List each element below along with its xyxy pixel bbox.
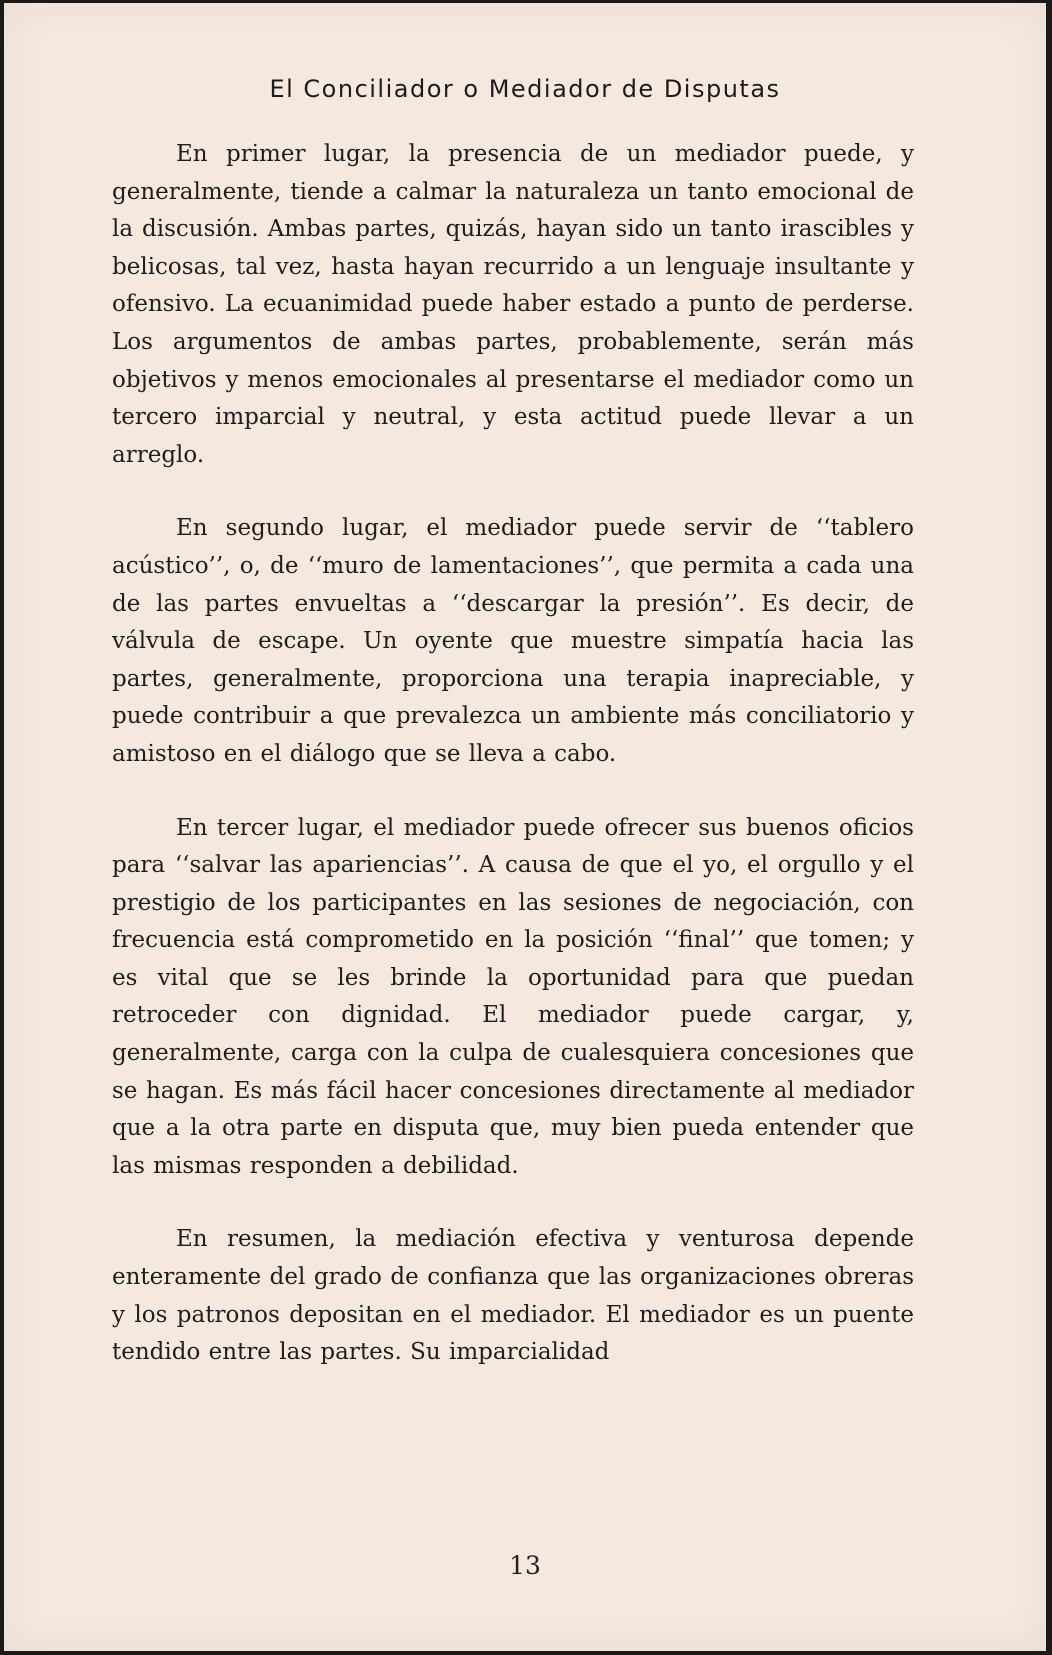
paragraph-3: En tercer lugar, el mediador puede ofrecer sus buenos oficios para ‘‘salvar las apariencias’’. A causa de que el yo, el orgullo y el prestigio de los participantes en las sesiones de negociación, con frecuencia está comprometido en la posición ‘‘final’’ que tomen; y es vital que se les brinde la oportunidad para que puedan retroceder con dignidad. El mediador puede cargar, y, generalmente, carga con la culpa de cualesquiera concesiones que se hagan. Es más fácil hacer concesiones directamente al mediador que a la otra parte en disputa que, muy bien pueda entender que las mismas responden a debilidad.: [112, 814, 914, 1179]
paragraph-4: En resumen, la mediación efectiva y venturosa depende enteramente del grado de confianza que las organizaciones obreras y los patronos depositan en el mediador. El mediador es un puente tendido entre las partes. Su imparcialidad: [112, 1226, 914, 1366]
body-text: [112, 136, 914, 1408]
page-number: 13: [509, 1551, 541, 1580]
paragraph-2: En segundo lugar, el mediador puede servir de ‘‘tablero acústico’’, o, de ‘‘muro de lamentaciones’’, que permita a cada una de las partes envueltas a ‘‘descargar la presión’’. Es decir, de válvula de escape. Un oyente que muestre simpatía hacia las partes, generalmente, proporciona una terapia inapreciable, y puede contribuir a que prevalezca un ambiente más conciliatorio y amistoso en el diálogo que se lleva a cabo.: [112, 515, 914, 767]
book-page: [4, 3, 1046, 1651]
paragraph-1: En primer lugar, la presencia de un mediador puede, y generalmente, tiende a calmar la naturaleza un tanto emocional de la discusión. Ambas partes, quizás, hayan sido un tanto irascibles y belicosas, tal vez, hasta hayan recurrido a un lenguaje insultante y ofensivo. La ecuanimidad puede haber estado a punto de perderse. Los argumentos de ambas partes, probablemente, serán más objetivos y menos emocionales al presentarse el mediador como un tercero imparcial y neutral, y esta actitud puede llevar a un arreglo.: [112, 141, 914, 468]
running-head: El Conciliador o Mediador de Disputas: [269, 75, 781, 103]
